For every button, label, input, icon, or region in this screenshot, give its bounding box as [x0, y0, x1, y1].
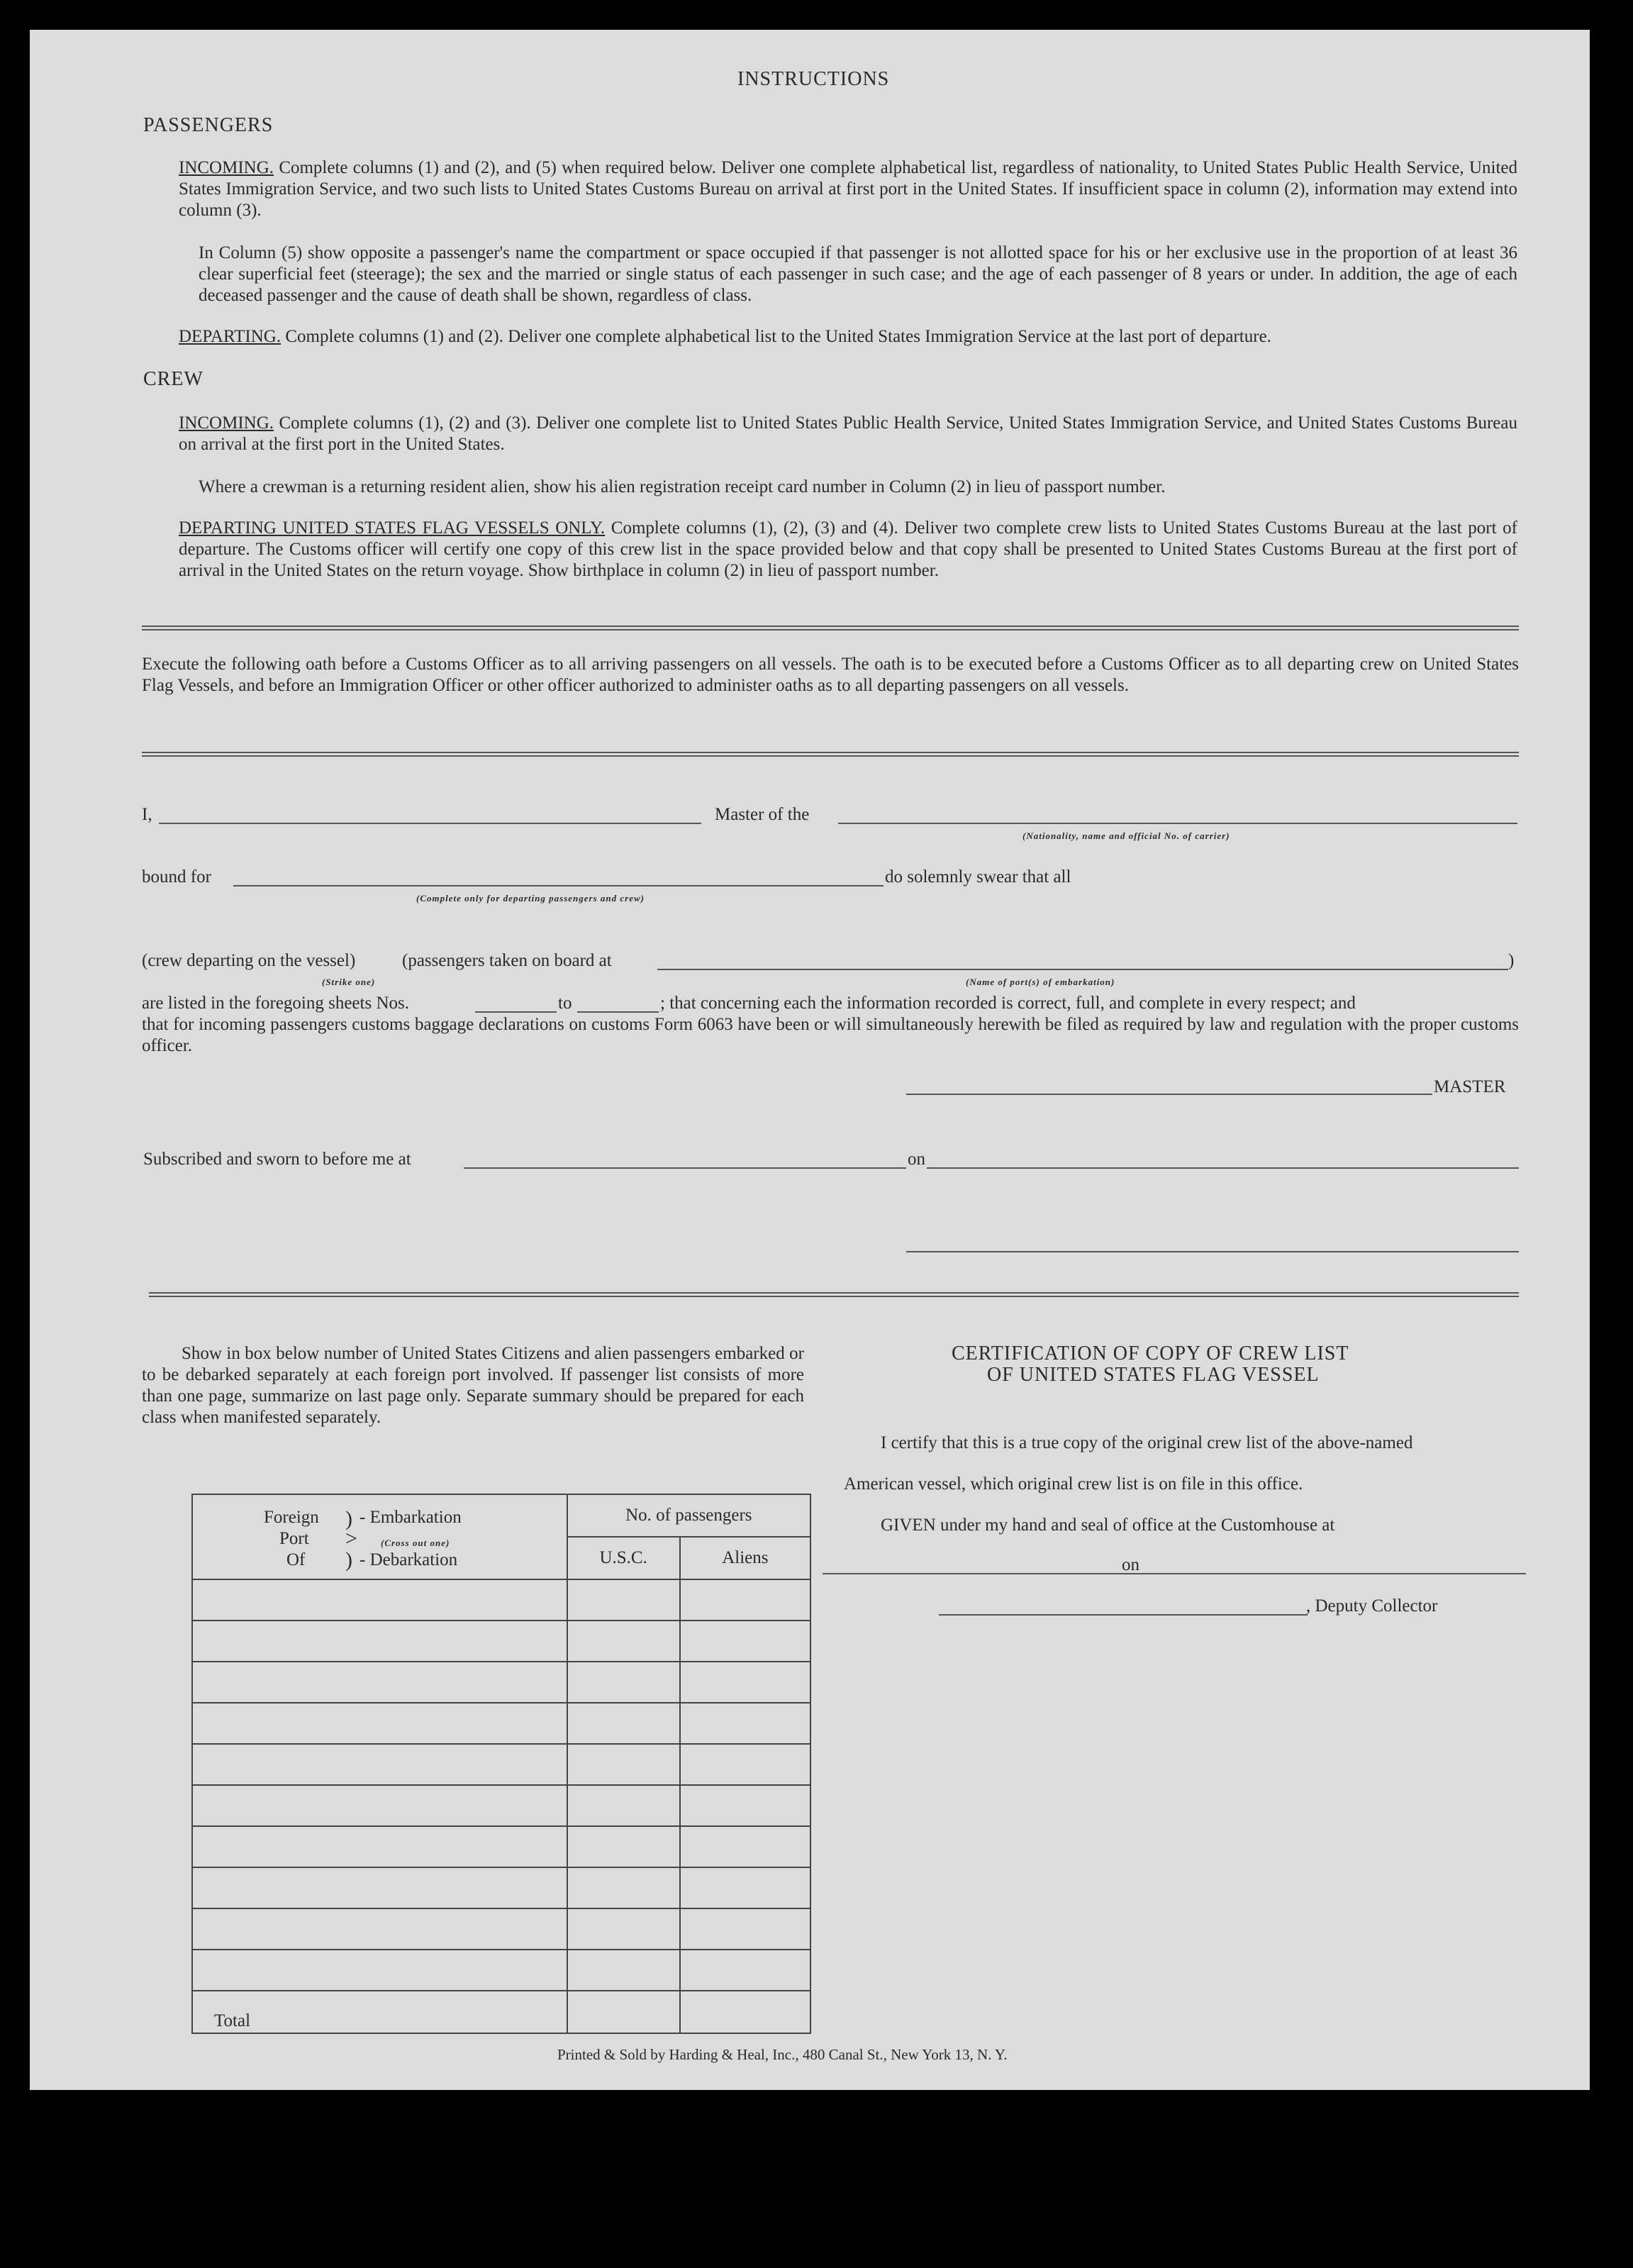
swear-text: do solemnly swear that all	[885, 867, 1071, 886]
port-cell[interactable]	[192, 1908, 567, 1950]
usc-cell[interactable]	[567, 1867, 680, 1908]
crew-resident-paragraph: Where a crewman is a returning resident alien, show his alien registration receipt card number in Column (2) in lieu of passport number.	[199, 477, 1166, 496]
aliens-cell[interactable]	[680, 1579, 810, 1621]
section-divider	[149, 1292, 1519, 1297]
brace-icon: )	[345, 1548, 352, 1572]
deputy-collector-signature-field[interactable]	[939, 1614, 1308, 1616]
section-divider	[142, 626, 1519, 630]
sheet-from-field[interactable]	[475, 1011, 557, 1013]
to-label: to	[558, 994, 572, 1013]
customhouse-field[interactable]	[823, 1573, 1150, 1574]
usc-cell[interactable]	[567, 1785, 680, 1826]
aliens-cell[interactable]	[680, 1621, 810, 1662]
brace-icon: >	[345, 1527, 357, 1550]
crew-heading: CREW	[143, 368, 204, 390]
sworn-place-field[interactable]	[464, 1167, 906, 1169]
aliens-cell[interactable]	[680, 1826, 810, 1867]
given-text: GIVEN under my hand and seal of office at the Customhouse at	[881, 1516, 1335, 1535]
complete-only-note: (Complete only for departing passengers and crew)	[416, 893, 645, 904]
strike-one-note: (Strike one)	[322, 977, 376, 987]
aliens-cell[interactable]	[680, 1867, 810, 1908]
aliens-cell[interactable]	[680, 1908, 810, 1950]
aliens-cell[interactable]	[680, 1662, 810, 1703]
form-page	[30, 30, 1590, 2090]
table-row	[192, 1744, 810, 1785]
passengers-taken-option: (passengers taken on board at	[402, 951, 612, 970]
carrier-field[interactable]	[838, 823, 1517, 824]
deputy-collector-label: , Deputy Collector	[1306, 1596, 1438, 1616]
aliens-cell[interactable]	[680, 1703, 810, 1744]
table-row	[192, 1703, 810, 1744]
printer-footer: Printed & Sold by Harding & Heal, Inc., 480 Canal St., New York 13, N. Y.	[557, 2046, 1008, 2063]
passengers-incoming-label: INCOMING.	[179, 158, 274, 177]
crew-incoming-label: INCOMING.	[179, 413, 274, 433]
sworn-date-field[interactable]	[927, 1167, 1519, 1169]
total-label: Total	[192, 1991, 567, 2033]
officer-signature-field[interactable]	[906, 1251, 1519, 1252]
usc-cell[interactable]	[567, 1579, 680, 1621]
port-note: (Name of port(s) of embarkation)	[966, 977, 1115, 987]
sheet-to-field[interactable]	[577, 1011, 659, 1013]
table-row	[192, 1579, 810, 1621]
usc-cell[interactable]	[567, 1744, 680, 1785]
column5-paragraph: In Column (5) show opposite a passenger's name the compartment or space occupied if that passenger is not allotted space for his or her exclusive use in the proportion of at least 36 clear superficial feet (steerage); the sex and the married or single status of each passenger in such case; and the age of each passenger of 8 years or under. In addition, the age of each deceased passenger and the cause of death shall be shown, regardless of class.	[199, 243, 1517, 305]
port-cell[interactable]	[192, 1826, 567, 1867]
port-cell[interactable]	[192, 1785, 567, 1826]
master-name-field[interactable]	[159, 823, 701, 824]
debarkation-label: - Debarkation	[360, 1550, 458, 1569]
of-label: Of	[286, 1550, 306, 1569]
instructions-title: INSTRUCTIONS	[737, 68, 890, 90]
port-cell[interactable]	[192, 1744, 567, 1785]
listed-text-2: that for incoming passengers customs baggage declarations on customs Form 6063 have been or will simultaneously herewith be filed as required by law and regulation with the proper customs officer.	[142, 1015, 1519, 1055]
bound-for-field[interactable]	[233, 885, 884, 886]
close-paren: )	[1508, 951, 1515, 970]
usc-cell[interactable]	[567, 1662, 680, 1703]
certification-date-field[interactable]	[1140, 1573, 1526, 1574]
listed-rest: ; that concerning each the information recorded is correct, full, and complete in every respect; and	[660, 994, 1356, 1013]
port-cell[interactable]	[192, 1579, 567, 1621]
aliens-total-cell[interactable]	[680, 1991, 810, 2033]
aliens-cell[interactable]	[680, 1785, 810, 1826]
embarkation-label: - Embarkation	[360, 1508, 462, 1527]
passengers-departing-paragraph	[179, 326, 1517, 348]
table-row	[192, 1908, 810, 1950]
table-row	[192, 1621, 810, 1662]
subscribed-label: Subscribed and sworn to before me at	[143, 1150, 411, 1169]
usc-cell[interactable]	[567, 1826, 680, 1867]
passengers-departing-text: Complete columns (1) and (2). Deliver one complete alphabetical list to the United States Immigration Service at the last port of departure.	[285, 327, 1271, 346]
aliens-header: Aliens	[680, 1537, 810, 1579]
port-cell[interactable]	[192, 1621, 567, 1662]
passengers-incoming-text: Complete columns (1) and (2), and (5) when required below. Deliver one complete alphabetical list, regardless of nationality, to United States Public Health Service, United States Immigration Service, and two such lists to United States Customs Bureau on arrival at first port in the United States. If insufficient space in column (2), information may extend into column (3).	[179, 158, 1517, 220]
brace-icon: )	[345, 1507, 352, 1530]
passengers-heading: PASSENGERS	[143, 114, 274, 136]
certification-title-line2: OF UNITED STATES FLAG VESSEL	[987, 1364, 1320, 1386]
crew-departing-paragraph	[179, 518, 1517, 582]
crew-departing-text: Complete columns (1), (2), (3) and (4). Deliver two complete crew lists to United States Customs Bureau at the last port of departure. The Customs officer will certify one copy of this crew list in the space provided below and that copy shall be presented to United States Customs Bureau at the first port of arrival in the United States on the return voyage. Show birthplace in column (2) in lieu of passport number.	[179, 518, 1518, 580]
crew-departing-option: (crew departing on the vessel)	[142, 951, 356, 970]
aliens-cell[interactable]	[680, 1744, 810, 1785]
nationality-note: (Nationality, name and official No. of carrier)	[1022, 830, 1230, 841]
cross-out-note: (Cross out one)	[381, 1538, 450, 1548]
bound-for-label: bound for	[142, 867, 211, 886]
port-label: Port	[279, 1529, 309, 1548]
oath-i-label: I,	[142, 805, 152, 824]
table-row	[192, 1826, 810, 1867]
usc-total-cell[interactable]	[567, 1991, 680, 2033]
certify-line2: American vessel, which original crew list is on file in this office.	[844, 1474, 1303, 1494]
master-of-label: Master of the	[715, 805, 810, 824]
aliens-cell[interactable]	[680, 1950, 810, 1991]
port-cell[interactable]	[192, 1950, 567, 1991]
listed-prefix: are listed in the foregoing sheets Nos.	[142, 994, 409, 1013]
total-row	[192, 1991, 810, 2033]
section-divider	[142, 752, 1519, 757]
sworn-on-label: on	[908, 1150, 925, 1169]
usc-cell[interactable]	[567, 1950, 680, 1991]
passenger-summary-table	[191, 1494, 811, 2034]
foreign-label: Foreign	[264, 1508, 319, 1527]
summary-text: Show in box below number of United States Citizens and alien passengers embarked or to be debarked separately at each foreign port involved. If passenger list consists of more than one page, summarize on last page only. Separate summary should be prepared for each class when manifested separately.	[142, 1344, 804, 1427]
no-passengers-header: No. of passengers	[567, 1494, 810, 1537]
usc-cell[interactable]	[567, 1621, 680, 1662]
certify-line1: I certify that this is a true copy of the original crew list of the above-named	[881, 1433, 1413, 1452]
usc-cell[interactable]	[567, 1908, 680, 1950]
table-row	[192, 1785, 810, 1826]
master-label: MASTER	[1434, 1077, 1506, 1096]
table-row	[192, 1662, 810, 1703]
port-cell[interactable]	[192, 1703, 567, 1744]
crew-departing-label: DEPARTING UNITED STATES FLAG VESSELS ONLY.	[179, 518, 606, 538]
passengers-departing-label: DEPARTING.	[179, 327, 282, 346]
passengers-incoming-paragraph	[179, 157, 1517, 221]
crew-incoming-text: Complete columns (1), (2) and (3). Deliver one complete list to United States Public Health Service, United States Immigration Service, and United States Customs Bureau on arrival at the first port in the United States.	[179, 413, 1517, 454]
master-signature-field[interactable]	[906, 1094, 1432, 1095]
usc-cell[interactable]	[567, 1703, 680, 1744]
port-header-cell	[192, 1494, 567, 1579]
port-cell[interactable]	[192, 1867, 567, 1908]
table-row	[192, 1950, 810, 1991]
certification-on-label: on	[1122, 1555, 1139, 1574]
port-cell[interactable]	[192, 1662, 567, 1703]
embarkation-port-field[interactable]	[657, 969, 1508, 970]
crew-incoming-paragraph	[179, 413, 1517, 455]
usc-header: U.S.C.	[567, 1537, 680, 1579]
certification-title-line1: CERTIFICATION OF COPY OF CREW LIST	[952, 1343, 1349, 1364]
table-row	[192, 1867, 810, 1908]
oath-intro: Execute the following oath before a Customs Officer as to all arriving passengers on all vessels. The oath is to be executed before a Customs Officer as to all departing crew on United States Flag Vessels, and before an Immigration Officer or other officer authorized to administer oaths as to all departing passengers on all vessels.	[142, 655, 1519, 695]
